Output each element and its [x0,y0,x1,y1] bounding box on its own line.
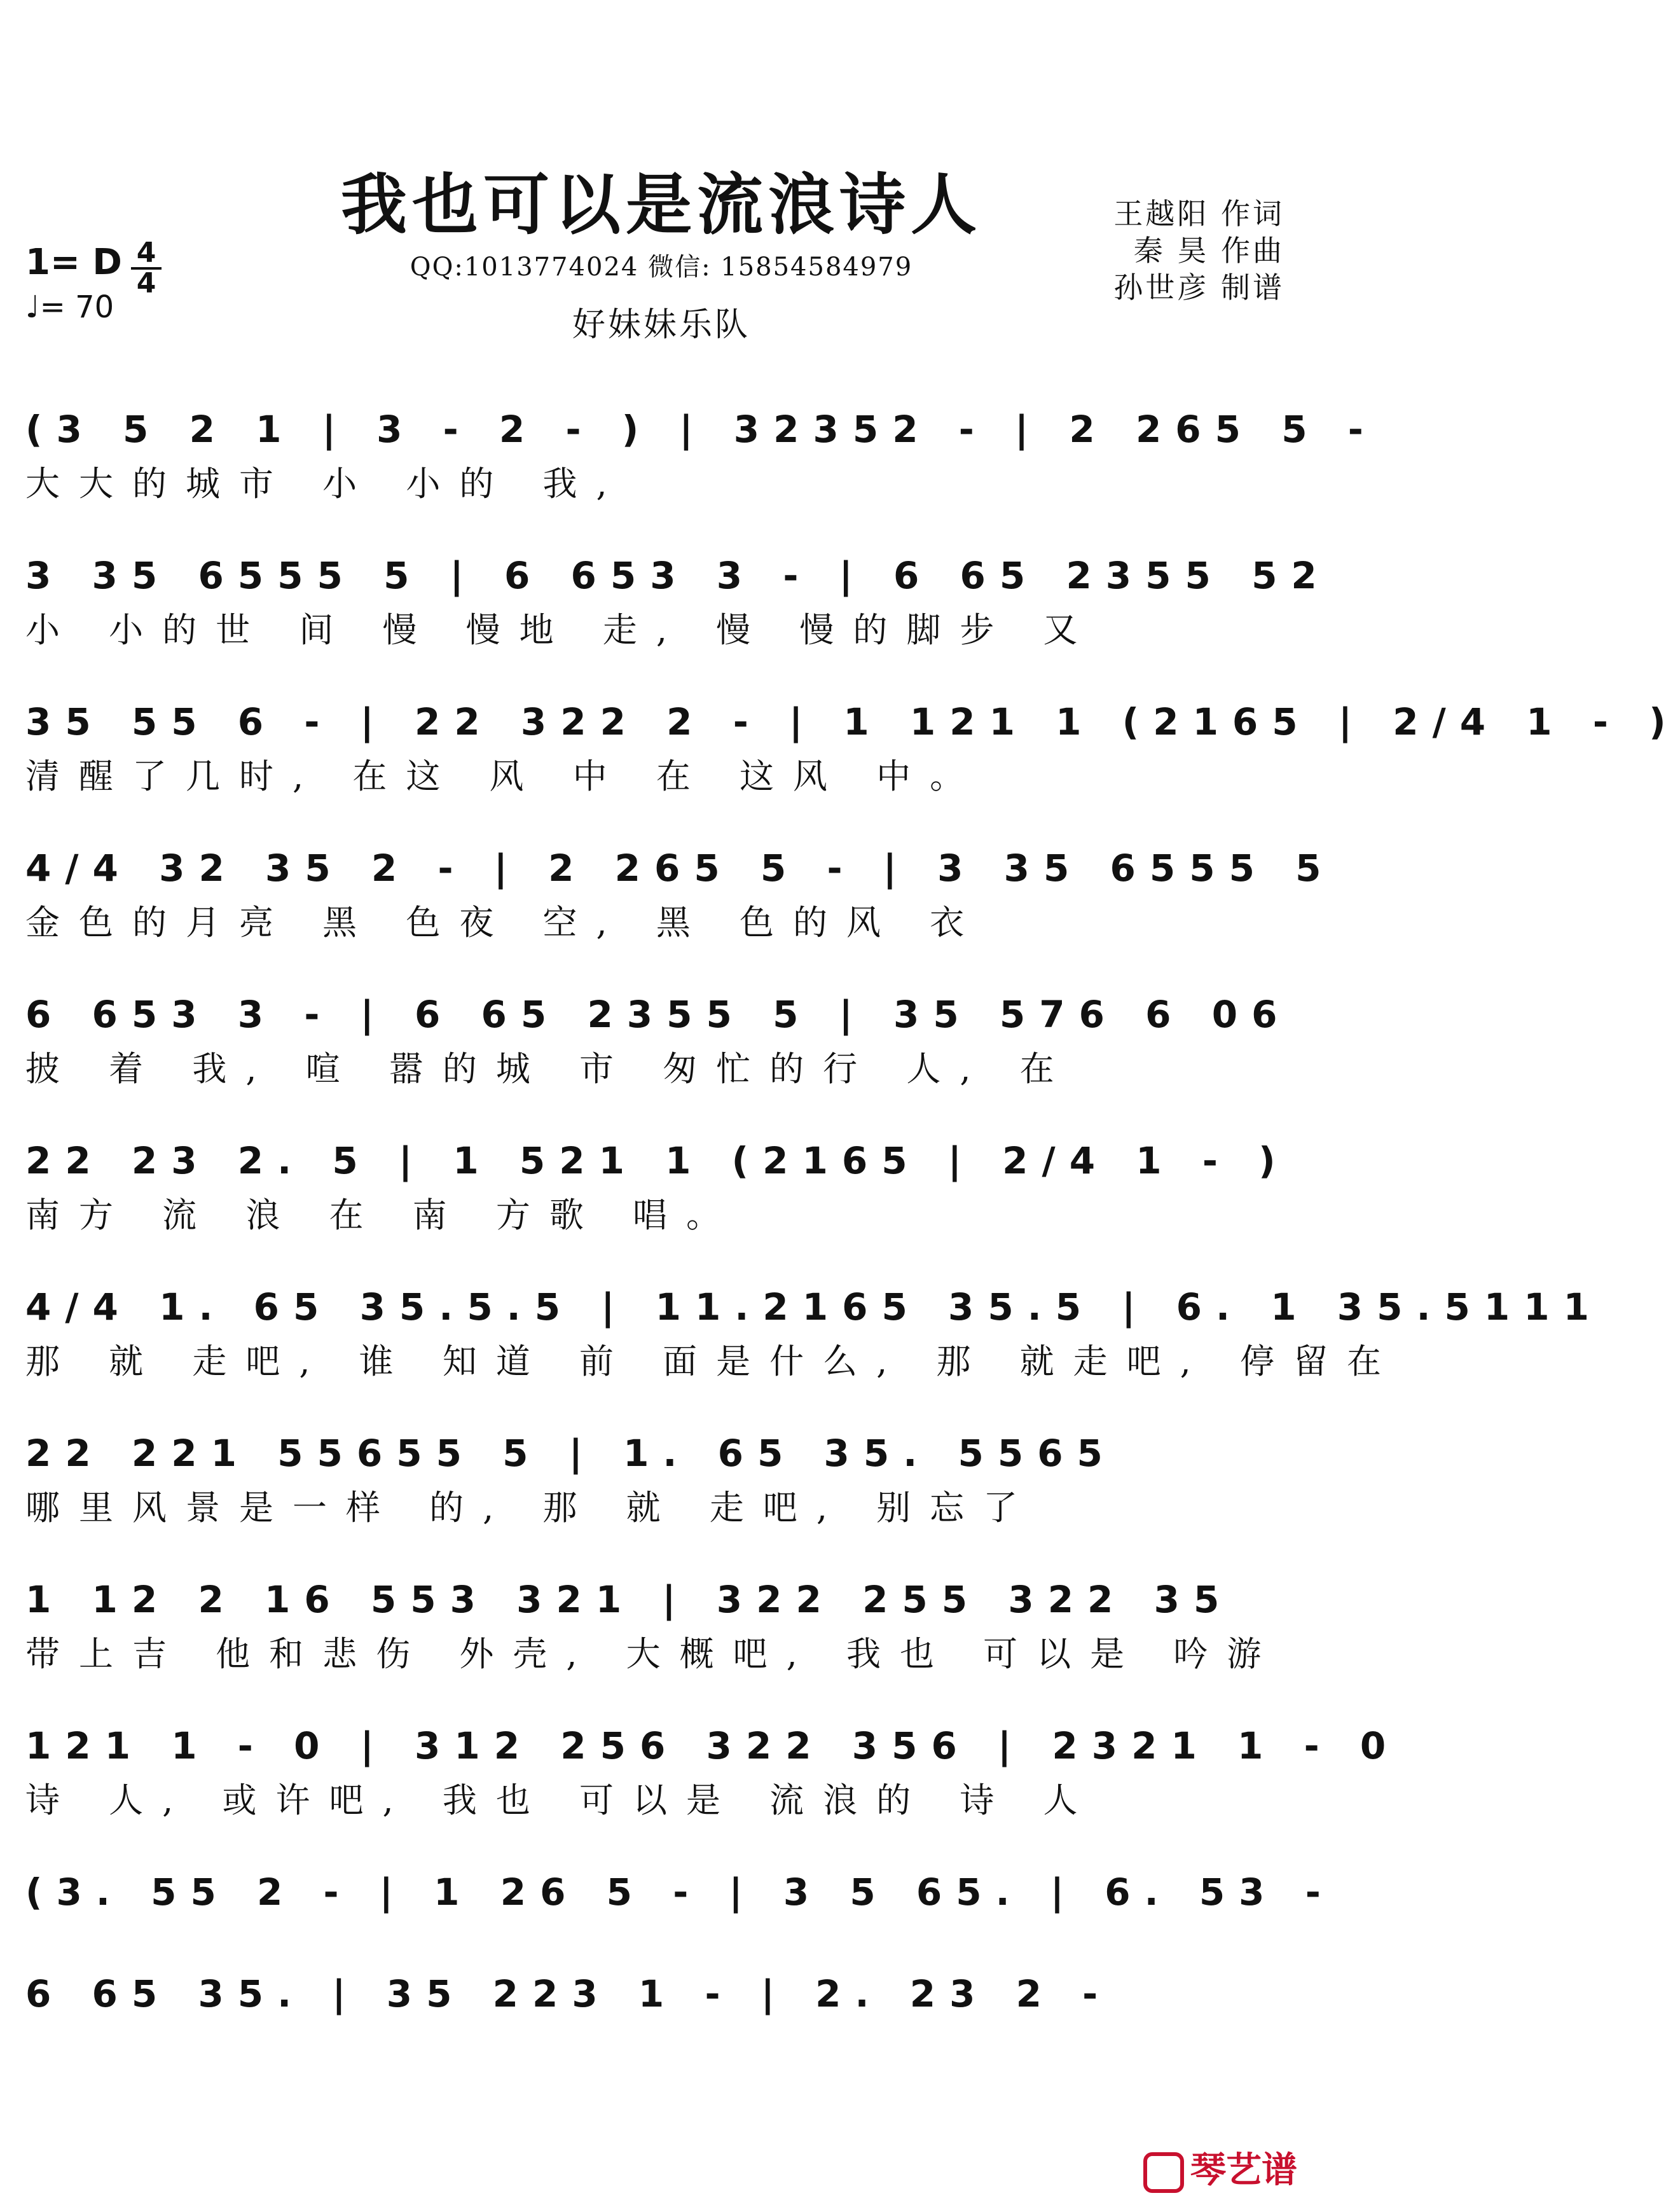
notation-line: (3 5 2 1 | 3 - 2 - ) | 32352 - | 2 265 5 - [25,408,1377,451]
watermark-text: 琴艺谱 [1190,2150,1297,2191]
notation-line: 35 55 6 - | 22 322 2 - | 1 121 1 (2165 | 2/4 1 - ) [25,700,1680,743]
lyrics-line: 金色的月亮 黑 色夜 空, 黑 色的风 衣 [25,902,984,943]
lyrics-line: 诗 人, 或许吧, 我也 可以是 流浪的 诗 人 [25,1780,1097,1820]
lyricist-credit: 王越阳 作词 [1113,197,1284,231]
key-signature: 1= D [25,242,122,283]
lyrics-line: 披 着 我, 喧 嚣的城 市 匆忙的行 人, 在 [25,1049,1073,1089]
lyrics-line: 那 就 走吧, 谁 知道 前 面是什么, 那 就走吧, 停留在 [25,1341,1400,1381]
lyrics-line: 清醒了几时, 在这 风 中 在 这风 中。 [25,756,984,796]
lyrics-line: 南方 流 浪 在 南 方歌 唱。 [25,1195,740,1235]
notation-line: 6 653 3 - | 6 65 2355 5 | 35 576 6 06 [25,993,1291,1036]
band-name: 好妹妹乐队 [572,306,750,344]
notation-line: 6 65 35. | 35 223 1 - | 2. 23 2 - [25,1972,1112,2015]
tempo-marking: ♩= 70 [25,289,114,325]
logo-icon [1143,2152,1184,2193]
song-title: 我也可以是流浪诗人 [340,165,982,244]
notation-line: 1 12 2 16 553 321 | 322 255 322 35 [25,1578,1234,1621]
lyrics-line: 大大的城市 小 小的 我, [25,464,626,504]
contact-info: QQ:1013774024 微信: 15854584979 [410,252,913,282]
lyrics-line: 哪里风景是一样 的, 那 就 走吧, 别忘了 [25,1488,1037,1528]
arranger-credit: 孙世彦 制谱 [1113,270,1284,305]
notation-line: 22 221 55655 5 | 1. 65 35. 5565 [25,1432,1117,1475]
notation-line: 3 35 6555 5 | 6 653 3 - | 6 65 2355 52 [25,554,1331,597]
notation-line: 4/4 1. 65 35.5.5 | 11.2165 35.5 | 6. 1 35.5111 [25,1285,1603,1329]
watermark-logo [1143,2142,1297,2193]
lyrics-line: 带上吉 他和悲伤 外壳, 大概吧, 我也 可以是 吟游 [25,1634,1281,1674]
notation-line: 4/4 32 35 2 - | 2 265 5 - | 3 35 6555 5 [25,847,1335,890]
time-signature-bottom: 4 [136,267,156,300]
composer-credit: 秦 昊 作曲 [1133,233,1284,268]
time-signature-top: 4 [136,237,156,269]
notation-line: (3. 55 2 - | 1 26 5 - | 3 5 65. | 6. 53 - [25,1870,1335,1914]
notation-line: 22 23 2. 5 | 1 521 1 (2165 | 2/4 1 - ) [25,1139,1290,1182]
lyrics-line: 小 小的世 间 慢 慢地 走, 慢 慢的脚步 又 [25,610,1097,650]
notation-line: 121 1 - 0 | 312 256 322 356 | 2321 1 - 0 [25,1724,1400,1767]
